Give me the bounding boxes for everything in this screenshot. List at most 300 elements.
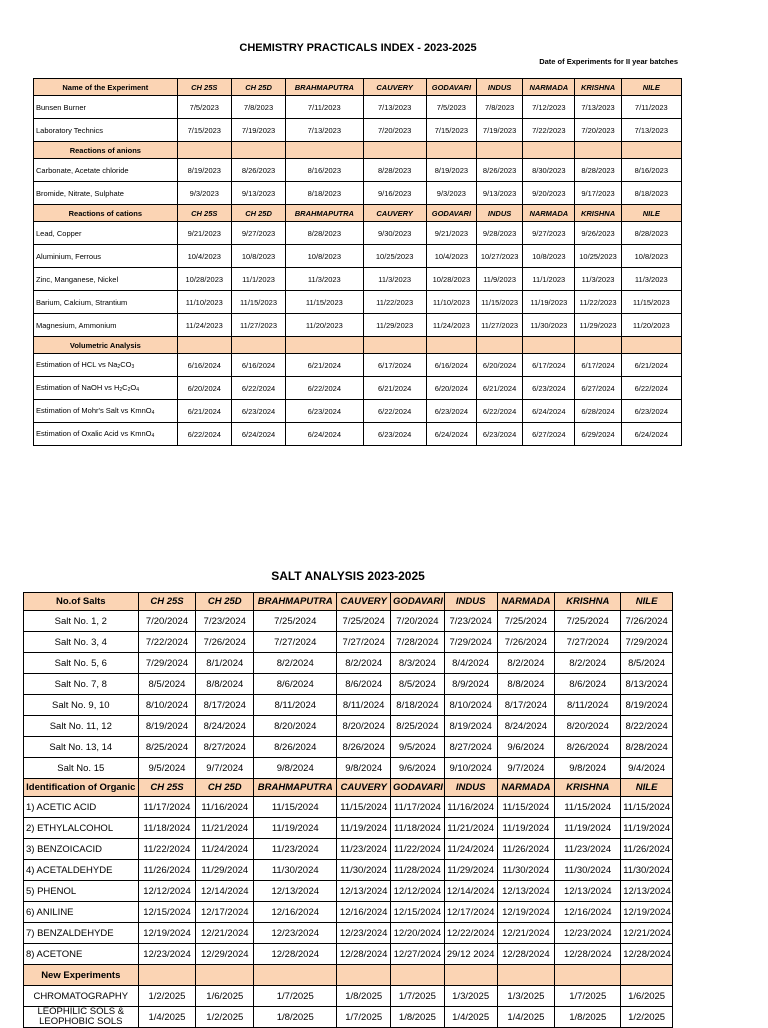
date-cell: 12/29/2024 bbox=[196, 944, 254, 965]
date-cell: 12/23/2024 bbox=[555, 923, 621, 944]
empty-cell bbox=[523, 142, 575, 159]
date-cell: 1/8/2025 bbox=[391, 1007, 445, 1028]
date-cell: 6/22/2024 bbox=[363, 400, 426, 423]
date-cell: 12/16/2024 bbox=[254, 902, 337, 923]
column-header-batch: NARMADA bbox=[497, 593, 555, 611]
experiment-name-text: Bunsen Burner bbox=[36, 102, 87, 112]
column-header-name: Identification of Organic bbox=[24, 779, 139, 797]
date-cell: 12/28/2024 bbox=[254, 944, 337, 965]
column-header-batch: KRISHNA bbox=[575, 205, 621, 222]
table-row bbox=[24, 986, 673, 1007]
column-header-batch: NILE bbox=[621, 205, 681, 222]
date-cell: 7/29/2024 bbox=[138, 653, 196, 674]
empty-cell bbox=[621, 337, 681, 354]
date-cell: 11/18/2024 bbox=[138, 818, 196, 839]
formula-subscript: 4 bbox=[136, 387, 139, 393]
formula-subscript: 4 bbox=[151, 410, 155, 416]
date-cell: 8/20/2024 bbox=[337, 716, 391, 737]
column-header-batch: CH 25D bbox=[231, 79, 285, 96]
practicals-subtitle: Date of Experiments for II year batches bbox=[539, 57, 678, 66]
date-cell: 11/23/2024 bbox=[555, 839, 621, 860]
date-cell: 12/13/2024 bbox=[254, 881, 337, 902]
column-header-batch: CH 25S bbox=[138, 593, 196, 611]
date-cell: 7/29/2024 bbox=[444, 632, 497, 653]
date-cell: 8/19/2023 bbox=[177, 159, 231, 182]
column-header-batch: NARMADA bbox=[497, 779, 555, 797]
date-cell: 8/19/2024 bbox=[444, 716, 497, 737]
date-cell: 11/27/2023 bbox=[477, 314, 523, 337]
date-cell: 11/9/2023 bbox=[477, 268, 523, 291]
empty-cell bbox=[426, 142, 476, 159]
date-cell: 6/24/2024 bbox=[523, 400, 575, 423]
column-header-batch: INDUS bbox=[477, 205, 523, 222]
column-header-batch: NILE bbox=[621, 779, 673, 797]
date-cell: 12/13/2024 bbox=[621, 881, 673, 902]
date-cell: 8/8/2024 bbox=[196, 674, 254, 695]
date-cell: 8/20/2024 bbox=[254, 716, 337, 737]
column-header-batch: KRISHNA bbox=[555, 779, 621, 797]
date-cell: 11/20/2023 bbox=[621, 314, 681, 337]
date-cell: 1/6/2025 bbox=[621, 986, 673, 1007]
formula-subscript: 3 bbox=[131, 364, 135, 370]
date-cell: 11/27/2023 bbox=[231, 314, 285, 337]
date-cell: 8/27/2024 bbox=[444, 737, 497, 758]
column-header-batch: KRISHNA bbox=[555, 593, 621, 611]
column-header-name: No.of Salts bbox=[24, 593, 139, 611]
experiment-name-text: Magnesium, Ammonium bbox=[36, 320, 117, 330]
date-cell: 7/26/2024 bbox=[621, 611, 673, 632]
date-cell: 9/21/2023 bbox=[177, 222, 231, 245]
date-cell: 8/25/2024 bbox=[391, 716, 445, 737]
date-cell: 12/17/2024 bbox=[196, 902, 254, 923]
experiment-name-text: Bromide, Nitrate, Sulphate bbox=[36, 188, 124, 198]
date-cell: 11/15/2024 bbox=[497, 797, 555, 818]
date-cell: 11/3/2023 bbox=[363, 268, 426, 291]
column-header-name: Name of the Experiment bbox=[34, 79, 178, 96]
row-label: Salt No. 13, 14 bbox=[24, 737, 139, 758]
date-cell: 12/19/2024 bbox=[138, 923, 196, 944]
table-row bbox=[34, 423, 682, 446]
date-cell: 11/23/2024 bbox=[337, 839, 391, 860]
organic-header-row bbox=[24, 779, 673, 797]
date-cell: 9/13/2023 bbox=[231, 182, 285, 205]
date-cell: 7/29/2024 bbox=[621, 632, 673, 653]
date-cell: 8/4/2024 bbox=[444, 653, 497, 674]
date-cell: 11/22/2023 bbox=[363, 291, 426, 314]
table-row bbox=[34, 245, 682, 268]
date-cell: 9/17/2023 bbox=[575, 182, 621, 205]
date-cell: 12/12/2024 bbox=[138, 881, 196, 902]
date-cell: 8/19/2024 bbox=[138, 716, 196, 737]
date-cell: 7/13/2023 bbox=[621, 119, 681, 142]
formula-subscript: 2 bbox=[127, 387, 131, 393]
date-cell: 11/19/2023 bbox=[523, 291, 575, 314]
date-cell: 10/4/2023 bbox=[177, 245, 231, 268]
section-row bbox=[34, 337, 682, 354]
date-cell: 6/29/2024 bbox=[575, 423, 621, 446]
date-cell: 11/24/2024 bbox=[444, 839, 497, 860]
date-cell: 12/14/2024 bbox=[196, 881, 254, 902]
date-cell: 1/2/2025 bbox=[621, 1007, 673, 1028]
table-row bbox=[24, 881, 673, 902]
date-cell: 7/25/2024 bbox=[254, 611, 337, 632]
table-row bbox=[34, 182, 682, 205]
date-cell: 6/22/2024 bbox=[477, 400, 523, 423]
table-row bbox=[24, 944, 673, 965]
experiment-name bbox=[34, 400, 178, 423]
row-label: 8) ACETONE bbox=[24, 944, 139, 965]
date-cell: 7/15/2023 bbox=[426, 119, 476, 142]
section-label: Reactions of anions bbox=[34, 142, 178, 159]
date-cell: 12/19/2024 bbox=[621, 902, 673, 923]
table-row bbox=[34, 222, 682, 245]
empty-cell bbox=[286, 337, 363, 354]
date-cell: 9/6/2024 bbox=[391, 758, 445, 779]
date-cell: 9/3/2023 bbox=[177, 182, 231, 205]
date-cell: 7/20/2023 bbox=[575, 119, 621, 142]
row-label: Salt No. 15 bbox=[24, 758, 139, 779]
column-header-batch: CAUVERY bbox=[337, 593, 391, 611]
column-header-batch: NARMADA bbox=[523, 205, 575, 222]
experiment-name-text: Lead, Copper bbox=[36, 228, 82, 238]
formula-subscript: 2 bbox=[117, 364, 121, 370]
date-cell: 8/3/2024 bbox=[391, 653, 445, 674]
experiment-name-text: Estimation of NaOH vs H bbox=[36, 383, 120, 392]
date-cell: 11/19/2024 bbox=[621, 818, 673, 839]
date-cell: 6/20/2024 bbox=[477, 354, 523, 377]
column-header-batch: BRAHMAPUTRA bbox=[254, 779, 337, 797]
date-cell: 11/26/2024 bbox=[497, 839, 555, 860]
table-row bbox=[24, 632, 673, 653]
date-cell: 6/22/2024 bbox=[231, 377, 285, 400]
table-row bbox=[24, 902, 673, 923]
table-row bbox=[24, 923, 673, 944]
date-cell: 8/2/2024 bbox=[555, 653, 621, 674]
date-cell: 10/8/2023 bbox=[523, 245, 575, 268]
date-cell: 12/20/2024 bbox=[391, 923, 445, 944]
header-row bbox=[34, 79, 682, 96]
column-header-batch: BRAHMAPUTRA bbox=[286, 205, 363, 222]
experiment-name bbox=[34, 354, 178, 377]
empty-cell bbox=[177, 337, 231, 354]
date-cell: 8/11/2024 bbox=[254, 695, 337, 716]
date-cell: 11/21/2024 bbox=[196, 818, 254, 839]
date-cell: 12/23/2024 bbox=[138, 944, 196, 965]
date-cell: 1/8/2025 bbox=[254, 1007, 337, 1028]
date-cell: 11/15/2024 bbox=[254, 797, 337, 818]
row-label: Salt No. 5, 6 bbox=[24, 653, 139, 674]
date-cell: 8/6/2024 bbox=[254, 674, 337, 695]
date-cell: 12/27/2024 bbox=[391, 944, 445, 965]
date-cell: 11/17/2024 bbox=[138, 797, 196, 818]
date-cell: 8/5/2024 bbox=[391, 674, 445, 695]
date-cell: 9/13/2023 bbox=[477, 182, 523, 205]
date-cell: 6/27/2024 bbox=[523, 423, 575, 446]
practicals-title: CHEMISTRY PRACTICALS INDEX - 2023-2025 bbox=[239, 42, 477, 54]
date-cell: 6/22/2024 bbox=[286, 377, 363, 400]
column-header-batch: INDUS bbox=[444, 779, 497, 797]
date-cell: 10/28/2023 bbox=[426, 268, 476, 291]
empty-cell bbox=[138, 965, 196, 986]
empty-cell bbox=[575, 337, 621, 354]
date-cell: 11/28/2024 bbox=[391, 860, 445, 881]
table-row bbox=[34, 314, 682, 337]
date-cell: 6/20/2024 bbox=[177, 377, 231, 400]
column-header-batch: NARMADA bbox=[523, 79, 575, 96]
experiment-name bbox=[34, 96, 178, 119]
date-cell: 7/13/2023 bbox=[286, 119, 363, 142]
date-cell: 7/5/2023 bbox=[177, 96, 231, 119]
new-experiments-row bbox=[24, 965, 673, 986]
date-cell: 10/8/2023 bbox=[231, 245, 285, 268]
date-cell: 11/3/2023 bbox=[621, 268, 681, 291]
date-cell: 9/28/2023 bbox=[477, 222, 523, 245]
date-cell: 12/16/2024 bbox=[337, 902, 391, 923]
date-cell: 11/30/2024 bbox=[555, 860, 621, 881]
date-cell: 7/20/2024 bbox=[138, 611, 196, 632]
table-row bbox=[34, 400, 682, 423]
date-cell: 8/6/2024 bbox=[555, 674, 621, 695]
date-cell: 8/16/2023 bbox=[621, 159, 681, 182]
date-cell: 12/15/2024 bbox=[391, 902, 445, 923]
empty-cell bbox=[621, 142, 681, 159]
date-cell: 6/24/2024 bbox=[231, 423, 285, 446]
date-cell: 8/5/2024 bbox=[138, 674, 196, 695]
date-cell: 6/23/2024 bbox=[523, 377, 575, 400]
table-row bbox=[24, 839, 673, 860]
empty-cell bbox=[555, 965, 621, 986]
date-cell: 8/26/2024 bbox=[337, 737, 391, 758]
date-cell: 11/29/2024 bbox=[444, 860, 497, 881]
date-cell: 8/26/2023 bbox=[477, 159, 523, 182]
row-label: Salt No. 11, 12 bbox=[24, 716, 139, 737]
date-cell: 10/27/2023 bbox=[477, 245, 523, 268]
date-cell: 8/22/2024 bbox=[621, 716, 673, 737]
table-row bbox=[24, 737, 673, 758]
date-cell: 7/11/2023 bbox=[621, 96, 681, 119]
date-cell: 8/16/2023 bbox=[286, 159, 363, 182]
date-cell: 6/24/2024 bbox=[621, 423, 681, 446]
column-header-batch: CH 25S bbox=[177, 205, 231, 222]
table-row bbox=[24, 716, 673, 737]
date-cell: 6/23/2024 bbox=[426, 400, 476, 423]
row-label: 6) ANILINE bbox=[24, 902, 139, 923]
date-cell: 11/15/2023 bbox=[231, 291, 285, 314]
empty-cell bbox=[444, 965, 497, 986]
date-cell: 9/26/2023 bbox=[575, 222, 621, 245]
date-cell: 6/23/2024 bbox=[231, 400, 285, 423]
date-cell: 1/8/2025 bbox=[337, 986, 391, 1007]
date-cell: 8/28/2023 bbox=[363, 159, 426, 182]
date-cell: 7/27/2024 bbox=[254, 632, 337, 653]
table-row bbox=[34, 119, 682, 142]
column-header-batch: BRAHMAPUTRA bbox=[286, 79, 363, 96]
experiment-name bbox=[34, 245, 178, 268]
date-cell: 1/3/2025 bbox=[497, 986, 555, 1007]
empty-cell bbox=[575, 142, 621, 159]
date-cell: 9/10/2024 bbox=[444, 758, 497, 779]
date-cell: 6/27/2024 bbox=[575, 377, 621, 400]
column-header-batch: NILE bbox=[621, 79, 681, 96]
date-cell: 12/13/2024 bbox=[337, 881, 391, 902]
date-cell: 11/30/2024 bbox=[497, 860, 555, 881]
date-cell: 6/24/2024 bbox=[286, 423, 363, 446]
date-cell: 6/23/2024 bbox=[621, 400, 681, 423]
date-cell: 1/7/2025 bbox=[337, 1007, 391, 1028]
date-cell: 11/1/2023 bbox=[231, 268, 285, 291]
column-header-batch: GODAVARI bbox=[426, 205, 476, 222]
empty-cell bbox=[177, 142, 231, 159]
date-cell: 9/7/2024 bbox=[497, 758, 555, 779]
date-cell: 12/13/2024 bbox=[555, 881, 621, 902]
table-row bbox=[34, 354, 682, 377]
date-cell: 7/25/2024 bbox=[337, 611, 391, 632]
table-row bbox=[24, 818, 673, 839]
date-cell: 11/22/2024 bbox=[391, 839, 445, 860]
date-cell: 8/11/2024 bbox=[555, 695, 621, 716]
date-cell: 6/17/2024 bbox=[575, 354, 621, 377]
date-cell: 6/21/2024 bbox=[286, 354, 363, 377]
date-cell: 7/28/2024 bbox=[391, 632, 445, 653]
date-cell: 6/21/2024 bbox=[621, 354, 681, 377]
date-cell: 11/16/2024 bbox=[196, 797, 254, 818]
date-cell: 8/8/2024 bbox=[497, 674, 555, 695]
date-cell: 8/10/2024 bbox=[138, 695, 196, 716]
empty-cell bbox=[477, 142, 523, 159]
experiment-name bbox=[34, 268, 178, 291]
empty-cell bbox=[231, 142, 285, 159]
date-cell: 8/1/2024 bbox=[196, 653, 254, 674]
column-header-batch: CH 25D bbox=[196, 779, 254, 797]
date-cell: 12/22/2024 bbox=[444, 923, 497, 944]
empty-cell bbox=[363, 337, 426, 354]
date-cell: 11/19/2024 bbox=[254, 818, 337, 839]
date-cell: 8/19/2024 bbox=[621, 695, 673, 716]
column-header-name: Reactions of cations bbox=[34, 205, 178, 222]
date-cell: 12/21/2024 bbox=[497, 923, 555, 944]
empty-cell bbox=[231, 337, 285, 354]
section-label: New Experiments bbox=[24, 965, 139, 986]
date-cell: 11/30/2024 bbox=[337, 860, 391, 881]
date-cell: 8/17/2024 bbox=[497, 695, 555, 716]
date-cell: 7/5/2023 bbox=[426, 96, 476, 119]
date-cell: 8/13/2024 bbox=[621, 674, 673, 695]
date-cell: 8/28/2024 bbox=[621, 737, 673, 758]
date-cell: 8/18/2023 bbox=[621, 182, 681, 205]
date-cell: 7/11/2023 bbox=[286, 96, 363, 119]
date-cell: 11/20/2023 bbox=[286, 314, 363, 337]
salt-table bbox=[23, 592, 673, 1028]
date-cell: 1/3/2025 bbox=[444, 986, 497, 1007]
date-cell: 12/28/2024 bbox=[497, 944, 555, 965]
column-header-batch: CAUVERY bbox=[363, 79, 426, 96]
formula-subscript: 4 bbox=[151, 433, 155, 439]
column-header-batch: CH 25S bbox=[138, 779, 196, 797]
date-cell: 10/25/2023 bbox=[363, 245, 426, 268]
empty-cell bbox=[426, 337, 476, 354]
row-label: Salt No. 3, 4 bbox=[24, 632, 139, 653]
date-cell: 7/22/2023 bbox=[523, 119, 575, 142]
row-label: 5) PHENOL bbox=[24, 881, 139, 902]
date-cell: 9/20/2023 bbox=[523, 182, 575, 205]
date-cell: 11/24/2023 bbox=[177, 314, 231, 337]
date-cell: 12/17/2024 bbox=[444, 902, 497, 923]
date-cell: 11/15/2024 bbox=[621, 797, 673, 818]
date-cell: 7/27/2024 bbox=[555, 632, 621, 653]
column-header-batch: KRISHNA bbox=[575, 79, 621, 96]
date-cell: 7/26/2024 bbox=[196, 632, 254, 653]
date-cell: 7/22/2024 bbox=[138, 632, 196, 653]
date-cell: 11/21/2024 bbox=[444, 818, 497, 839]
date-cell: 8/26/2024 bbox=[555, 737, 621, 758]
date-cell: 6/23/2024 bbox=[286, 400, 363, 423]
empty-cell bbox=[286, 142, 363, 159]
date-cell: 1/4/2025 bbox=[444, 1007, 497, 1028]
date-cell: 12/19/2024 bbox=[497, 902, 555, 923]
date-cell: 8/26/2024 bbox=[254, 737, 337, 758]
experiment-name-text: Estimation of HCL vs Na bbox=[36, 360, 118, 369]
date-cell: 1/6/2025 bbox=[196, 986, 254, 1007]
formula-subscript: 2 bbox=[119, 387, 123, 393]
row-label: Salt No. 1, 2 bbox=[24, 611, 139, 632]
table-row bbox=[24, 758, 673, 779]
date-cell: 11/3/2023 bbox=[286, 268, 363, 291]
date-cell: 9/27/2023 bbox=[523, 222, 575, 245]
date-cell: 9/27/2023 bbox=[231, 222, 285, 245]
date-cell: 9/4/2024 bbox=[621, 758, 673, 779]
date-cell: 1/7/2025 bbox=[391, 986, 445, 1007]
date-cell: 10/8/2023 bbox=[621, 245, 681, 268]
empty-cell bbox=[391, 965, 445, 986]
date-cell: 12/16/2024 bbox=[555, 902, 621, 923]
formula-part: C bbox=[122, 383, 128, 392]
column-header-batch: GODAVARI bbox=[426, 79, 476, 96]
date-cell: 11/19/2024 bbox=[555, 818, 621, 839]
column-header-batch: BRAHMAPUTRA bbox=[254, 593, 337, 611]
row-label: 1) ACETIC ACID bbox=[24, 797, 139, 818]
experiment-name bbox=[34, 222, 178, 245]
empty-cell bbox=[196, 965, 254, 986]
date-cell: 11/30/2024 bbox=[254, 860, 337, 881]
date-cell: 8/28/2023 bbox=[575, 159, 621, 182]
row-label: LEOPHILIC SOLS & LEOPHOBIC SOLS bbox=[24, 1007, 139, 1028]
date-cell: 9/30/2023 bbox=[363, 222, 426, 245]
date-cell: 8/2/2024 bbox=[337, 653, 391, 674]
date-cell: 12/21/2024 bbox=[196, 923, 254, 944]
experiment-name bbox=[34, 314, 178, 337]
date-cell: 8/19/2023 bbox=[426, 159, 476, 182]
date-cell: 11/26/2024 bbox=[138, 860, 196, 881]
empty-cell bbox=[523, 337, 575, 354]
date-cell: 7/8/2023 bbox=[477, 96, 523, 119]
date-cell: 7/27/2024 bbox=[337, 632, 391, 653]
date-cell: 12/28/2024 bbox=[621, 944, 673, 965]
date-cell: 7/13/2023 bbox=[363, 96, 426, 119]
date-cell: 6/20/2024 bbox=[426, 377, 476, 400]
date-cell: 11/23/2024 bbox=[254, 839, 337, 860]
date-cell: 8/2/2024 bbox=[254, 653, 337, 674]
date-cell: 7/23/2024 bbox=[444, 611, 497, 632]
table-row bbox=[24, 653, 673, 674]
date-cell: 11/15/2023 bbox=[286, 291, 363, 314]
date-cell: 12/21/2024 bbox=[621, 923, 673, 944]
date-cell: 6/24/2024 bbox=[426, 423, 476, 446]
date-cell: 11/3/2023 bbox=[575, 268, 621, 291]
date-cell: 7/25/2024 bbox=[555, 611, 621, 632]
date-cell: 6/21/2024 bbox=[363, 377, 426, 400]
date-cell: 11/19/2024 bbox=[337, 818, 391, 839]
date-cell: 1/7/2025 bbox=[254, 986, 337, 1007]
